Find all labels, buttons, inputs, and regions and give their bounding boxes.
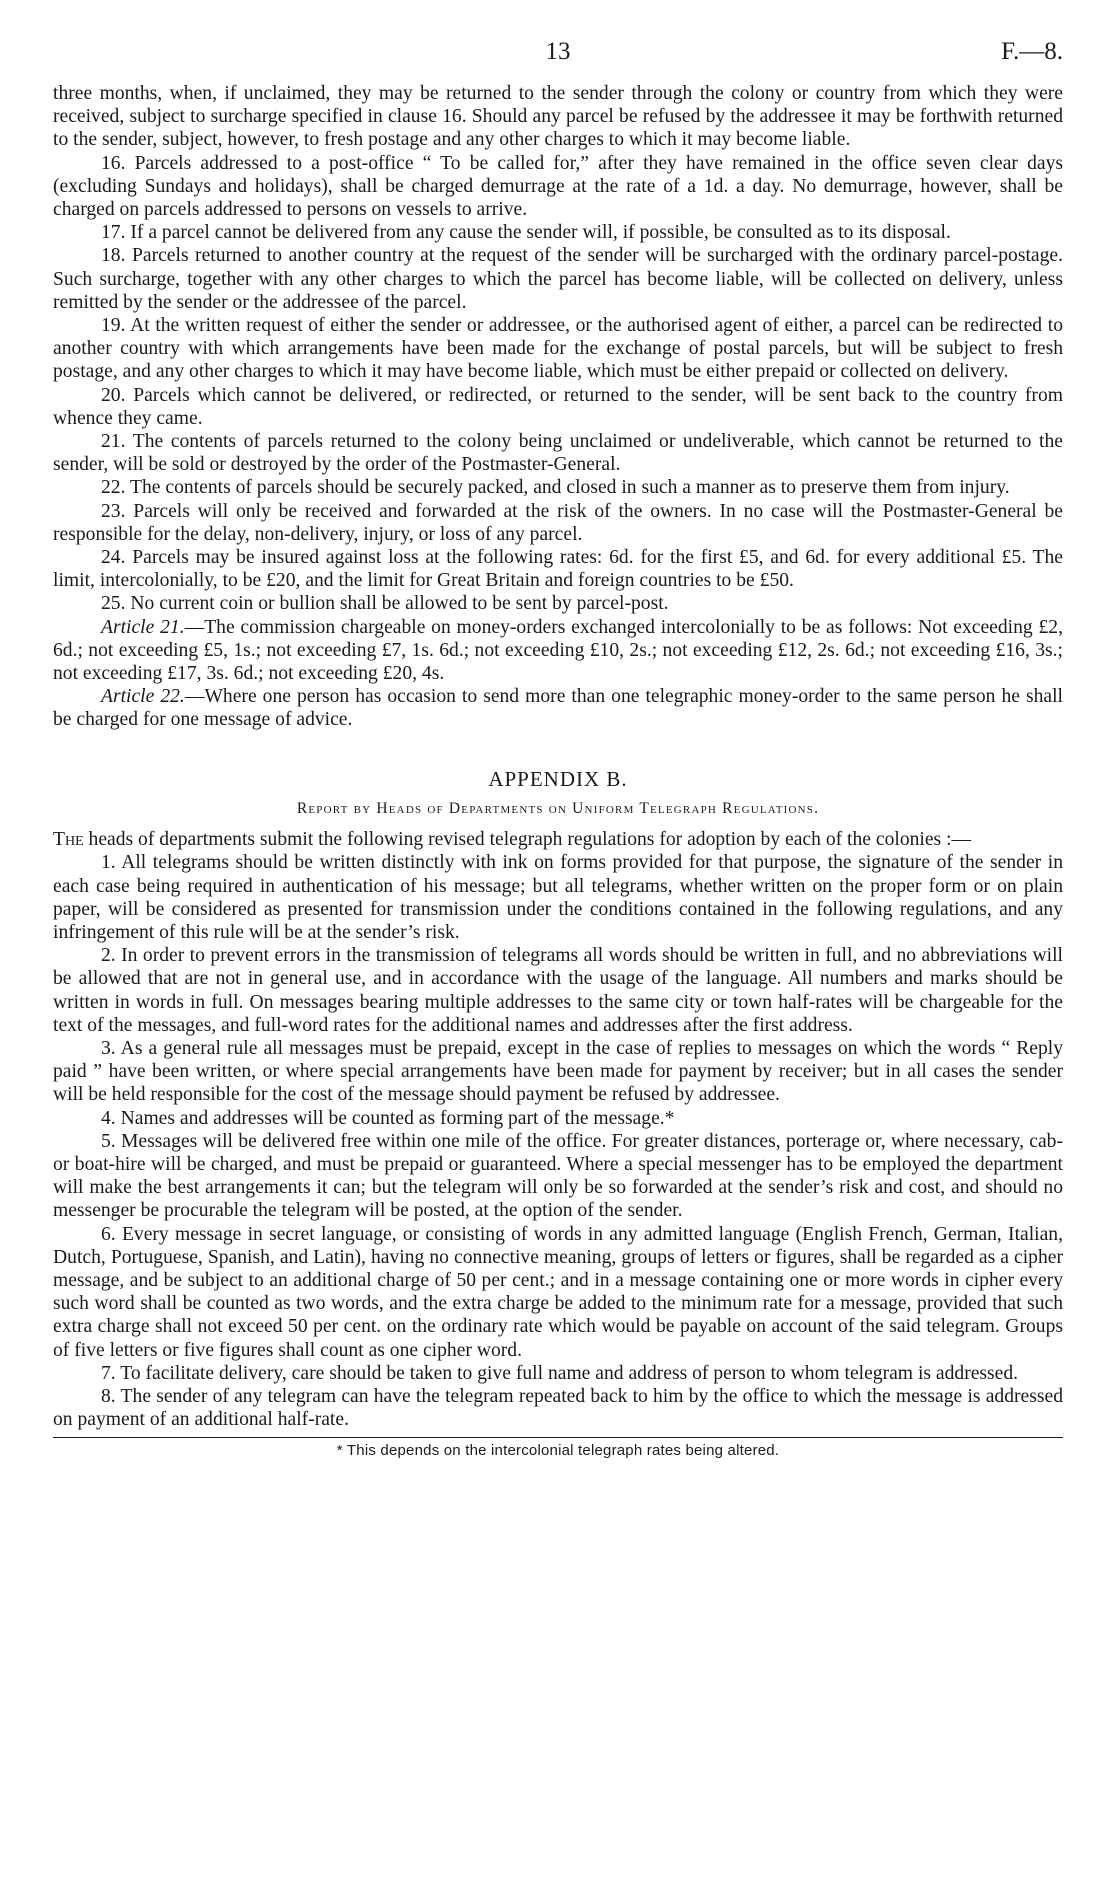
paragraph-clause-20: 20. Parcels which cannot be delivered, or redirected, or returned to the sender, will be sent back to the country from whence they came.	[53, 384, 1063, 429]
footnote: * This depends on the intercolonial telegraph rates being altered.	[336, 1442, 780, 1460]
body-text	[53, 82, 1063, 1431]
rule-5: 5. Messages will be delivered free within one mile of the office. For greater distances, porterage or, where necessary, cab- or boat-hire will be charged, and must be prepaid or guaranteed. Where a special messenger has to be employed the department will make the best arrangements it can; but the telegram will only be so forwarded at the sender’s risk and cost, and should no messenger be procurable the telegram will be posted, at the option of the sender.	[53, 1130, 1063, 1222]
paragraph-clause-21: 21. The contents of parcels returned to the colony being unclaimed or undeliverable, which cannot be returned to the sender, will be sold or destroyed by the order of the Postmaster-General.	[53, 431, 1063, 476]
paragraph-clause-17: 17. If a parcel cannot be delivered from any cause the sender will, if possible, be consulted as to its disposal.	[101, 222, 951, 244]
paragraph-continued: three months, when, if unclaimed, they may be returned to the sender through the colony or country from which they were received, subject to surcharge specified in clause 16. Should any parcel be refused by the addressee it may be forthwith returned to the sender, subject, however, to fresh postage and any other charges to which it may become liable.	[53, 83, 1063, 151]
appendix-intro	[53, 828, 1063, 851]
rule-8: 8. The sender of any telegram can have the telegram repeated back to him by the office to which the message is addressed on payment of an additional half-rate.	[53, 1385, 1063, 1431]
article-text: —Where one person has occasion to send more than one telegraphic money-order to the same person he shall be charged for one message of advice.	[53, 686, 1063, 731]
rule-2: 2. In order to prevent errors in the transmission of telegrams all words should be written in full, and no abbreviations will be allowed that are not in general use, and in accordance with the usage of the language. All numbers and marks should be written in words in full. On messages bearing multiple addresses to the same city or town half-rates will be chargeable for the text of the messages, and full-word rates for the additional names and addresses after the first address.	[53, 945, 1063, 1036]
intro-lead-word: The	[53, 829, 84, 851]
paragraph-article-22	[53, 685, 1063, 731]
article-text: —The commission chargeable on money-orders exchanged intercolonially to be as follows: Not exceeding £2, 6d.; not exceeding £5, 1s.; not exceeding £7, 1s. 6d.; not exceeding £10, 2s.; not exceeding £12, 2s. 6d.; not exceeding £16, 3s.; not exceeding £17, 3s. 6d.; not exceeding £20, 4s.	[53, 616, 1063, 685]
rule-4: 4. Names and addresses will be counted as forming part of the message.*	[101, 1107, 675, 1129]
paragraph-clause-18: 18. Parcels returned to another country at the request of the sender will be surcharged with the ordinary parcel-postage. Such surcharge, together with any other charges to which the parcel has become liable, will be collected on delivery, unless remitted by the sender or the addressee of the parcel.	[53, 245, 1063, 313]
page-number: 13	[545, 38, 571, 65]
rule-6: 6. Every message in secret language, or consisting of words in any admitted language (English French, German, Italian, Dutch, Portuguese, Spanish, and Latin), having no connective meaning, groups of letters or figures, shall be regarded as a cipher message, and be subject to an additional charge of 50 per cent.; and in a message containing one or more words in cipher every such word shall be counted as two words, and the extra charge be added to the minimum rate for a message, provided that such extra charge shall not exceed 50 per cent. on the ordinary rate which would be payable on account of the said telegram. Groups of five letters or five figures shall count as one cipher word.	[53, 1223, 1063, 1361]
article-label: Article 22.	[101, 686, 185, 708]
appendix-title: APPENDIX B.	[488, 766, 628, 791]
intro-text: heads of departments submit the following revised telegraph regulations for adoption by each of the colonies :—	[83, 829, 972, 851]
paragraph-clause-19: 19. At the written request of either the sender or addressee, or the authorised agent of either, a parcel can be redirected to another country with which arrangements have been made for the exchange of postal parcels, but will be subject to fresh postage, and any other charges to which it may have become liable, which must be either prepaid or collected on delivery.	[53, 315, 1063, 383]
rule-3: 3. As a general rule all messages must be prepaid, except in the case of replies to messages on which the words “ Reply paid ” have been written, or where special arrangements have been made for payment by receiver; but in all cases the sender will be held responsible for the cost of the message should payment be refused by addressee.	[53, 1037, 1063, 1106]
paragraph-article-21	[53, 616, 1063, 686]
document-reference: F.—8.	[1001, 38, 1063, 65]
article-label: Article 21.	[101, 616, 185, 638]
paragraph-clause-22: 22. The contents of parcels should be securely packed, and closed in such a manner as to preserve them from injury.	[101, 477, 1010, 499]
paragraph-clause-25: 25. No current coin or bullion shall be allowed to be sent by parcel-post.	[101, 593, 669, 615]
paragraph-clause-24: 24. Parcels may be insured against loss at the following rates: 6d. for the first £5, and 6d. for every additional £5. The limit, intercolonially, to be £20, and the limit for Great Britain and foreign countries to be £50.	[53, 547, 1063, 592]
appendix-subtitle: Report by Heads of Departments on Uniform Telegraph Regulations.	[296, 799, 820, 817]
page-header	[53, 38, 1063, 82]
document-page	[53, 38, 1063, 1459]
rule-1: 1. All telegrams should be written distinctly with ink on forms provided for that purpose, the signature of the sender in each case being required in authentication of his message; but all telegrams, whether written on the proper form or on plain paper, will be considered as presented for transmission under the conditions contained in the following regulations, and any infringement of this rule will be at the sender’s risk.	[53, 852, 1063, 943]
footnote-divider	[53, 1437, 1063, 1438]
rule-7: 7. To facilitate delivery, care should be taken to give full name and address of person to whom telegram is addressed.	[101, 1362, 1019, 1384]
paragraph-clause-16: 16. Parcels addressed to a post-office “ To be called for,” after they have remained in the office seven clear days (excluding Sundays and holidays), shall be charged demurrage at the rate of a 1d. a day. No demurrage, however, shall be charged on parcels addressed to persons on vessels to arrive.	[53, 152, 1063, 221]
paragraph-clause-23: 23. Parcels will only be received and forwarded at the risk of the owners. In no case will the Postmaster-General be responsible for the delay, non-delivery, injury, or loss of any parcel.	[53, 500, 1063, 545]
